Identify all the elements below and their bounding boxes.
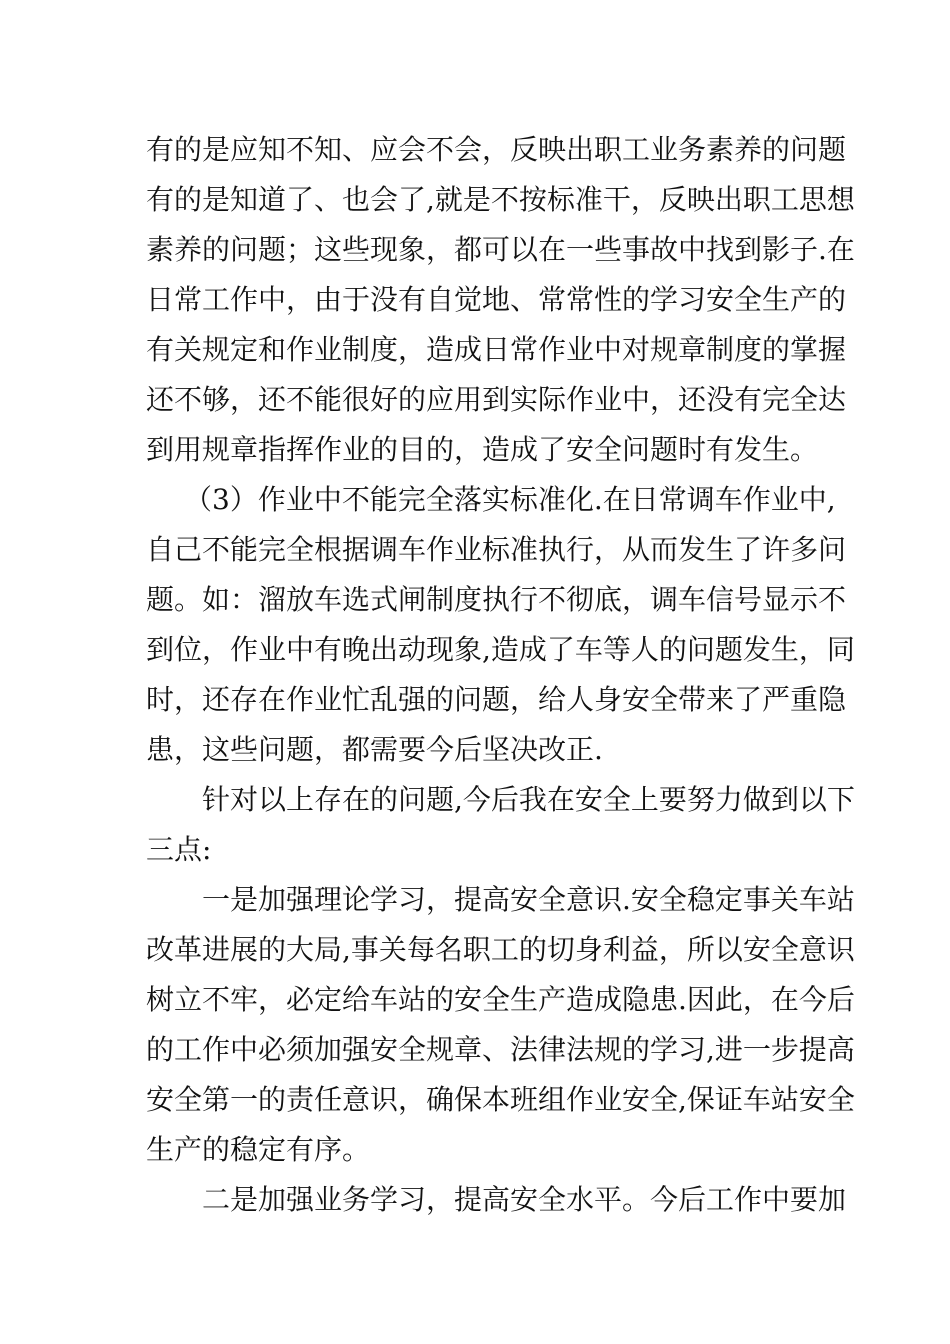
paragraph-3-line-3: 题。如：溜放车选式闸制度执行不彻底，调车信号显示不 (146, 583, 847, 616)
text-line-6: 还不够，还不能很好的应用到实际作业中，还没有完全达 (146, 383, 847, 416)
paragraph-3-line-4: 到位，作业中有晚出动现象,造成了车等人的问题发生，同 (146, 633, 855, 666)
point-2-line-1: 二是加强业务学习，提高安全水平。今后工作中要加 (202, 1183, 847, 1216)
point-1-line-1: 一是加强理论学习，提高安全意识.安全稳定事关车站 (202, 883, 855, 916)
text-line-1: 有的是应知不知、应会不会，反映出职工业务素养的问题 (146, 133, 847, 166)
point-1-line-6: 生产的稳定有序。 (146, 1133, 371, 1166)
paragraph-3-line-1: （3）作业中不能完全落实标准化.在日常调车作业中, (184, 483, 836, 516)
text-line-5: 有关规定和作业制度，造成日常作业中对规章制度的掌握 (146, 333, 847, 366)
text-line-3: 素养的问题；这些现象，都可以在一些事故中找到影子.在 (146, 233, 855, 266)
text-line-2: 有的是知道了、也会了,就是不按标准干，反映出职工思想 (146, 183, 855, 216)
paragraph-3-line-2: 自己不能完全根据调车作业标准执行，从而发生了许多问 (146, 533, 847, 566)
summary-line-1: 针对以上存在的问题,今后我在安全上要努力做到以下 (202, 783, 855, 816)
text-line-4: 日常工作中，由于没有自觉地、常常性的学习安全生产的 (146, 283, 847, 316)
point-1-line-5: 安全第一的责任意识，确保本班组作业安全,保证车站安全 (146, 1083, 855, 1116)
paragraph-3-line-6: 患，这些问题，都需要今后坚决改正. (146, 733, 603, 766)
point-1-line-2: 改革进展的大局,事关每名职工的切身利益，所以安全意识 (146, 933, 855, 966)
text-line-7: 到用规章指挥作业的目的，造成了安全问题时有发生。 (146, 433, 819, 466)
paragraph-3-line-5: 时，还存在作业忙乱强的问题，给人身安全带来了严重隐 (146, 683, 847, 716)
point-1-line-3: 树立不牢，必定给车站的安全生产造成隐患.因此，在今后 (146, 983, 855, 1016)
summary-line-2: 三点: (146, 833, 212, 866)
point-1-line-4: 的工作中必须加强安全规章、法律法规的学习,进一步提高 (146, 1033, 855, 1066)
